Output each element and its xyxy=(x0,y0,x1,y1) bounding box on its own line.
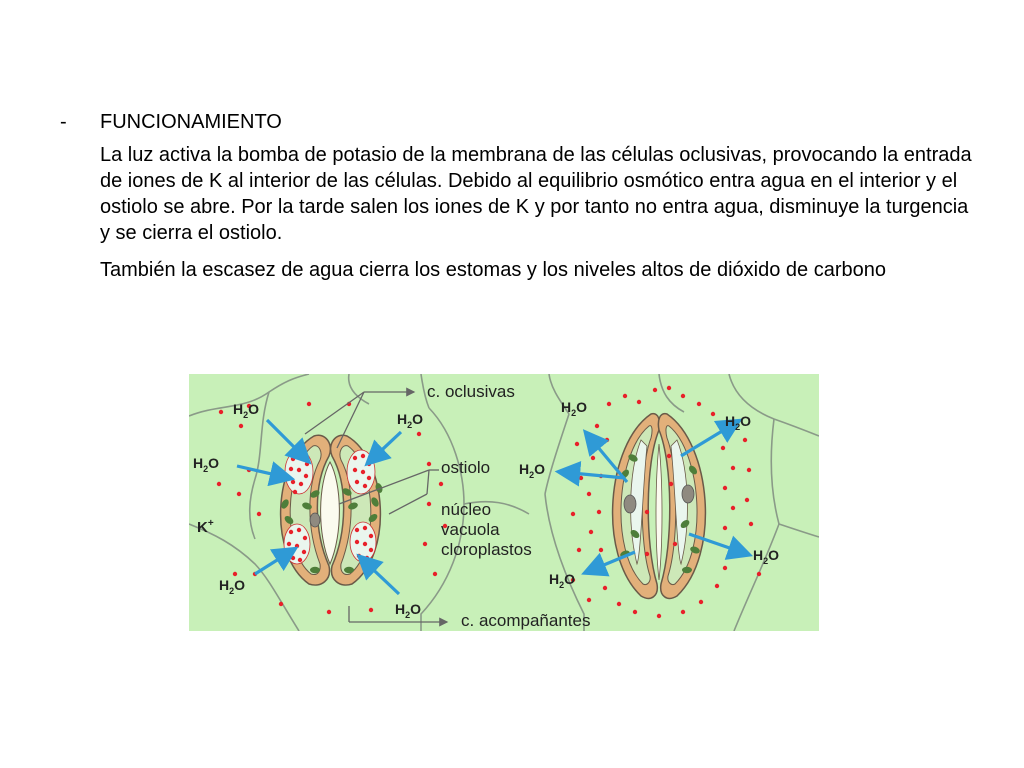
water-label: $H_2O$ xyxy=(561,399,588,418)
water-label: $H_2O$ xyxy=(219,577,246,596)
water-label: $H_2O$ xyxy=(233,401,260,420)
label-acompanantes: c. acompañantes xyxy=(461,611,591,630)
water-label: $H_2O$ xyxy=(519,461,546,480)
section-heading: FUNCIONAMIENTO xyxy=(100,111,282,133)
paragraph-functioning: La luz activa la bomba de potasio de la membrana de las células oclusivas, provocando la entrada de iones de K al interior de las células. Debido al equilibrio osmótico entra agua en el interior y el ostiolo se abre. Por la tarde salen los iones de K y por tanto no entra agua, disminuye la turgencia y se cierra el ostiolo. xyxy=(100,144,972,244)
label-vacuola: vacuola xyxy=(441,520,500,539)
stomata-diagram xyxy=(189,374,819,631)
label-cloroplastos: cloroplastos xyxy=(441,540,532,559)
bullet-dash: - xyxy=(60,111,67,133)
water-label: $H_2O$ xyxy=(395,601,422,620)
label-potassium: K+ xyxy=(197,518,214,536)
water-label: $H_2O$ xyxy=(753,547,780,566)
water-label: $H_2O$ xyxy=(397,411,424,430)
water-label: $H_2O$ xyxy=(193,455,220,474)
label-ostiolo: ostiolo xyxy=(441,458,491,477)
label-oclusivas: c. oclusivas xyxy=(427,382,515,401)
label-nucleo: núcleo xyxy=(441,500,492,519)
water-label: $H_2O$ xyxy=(725,413,752,432)
water-label: $H_2O$ xyxy=(549,571,576,590)
paragraph-water-scarcity: También la escasez de agua cierra los estomas y los niveles altos de dióxido de carbono xyxy=(100,259,886,281)
